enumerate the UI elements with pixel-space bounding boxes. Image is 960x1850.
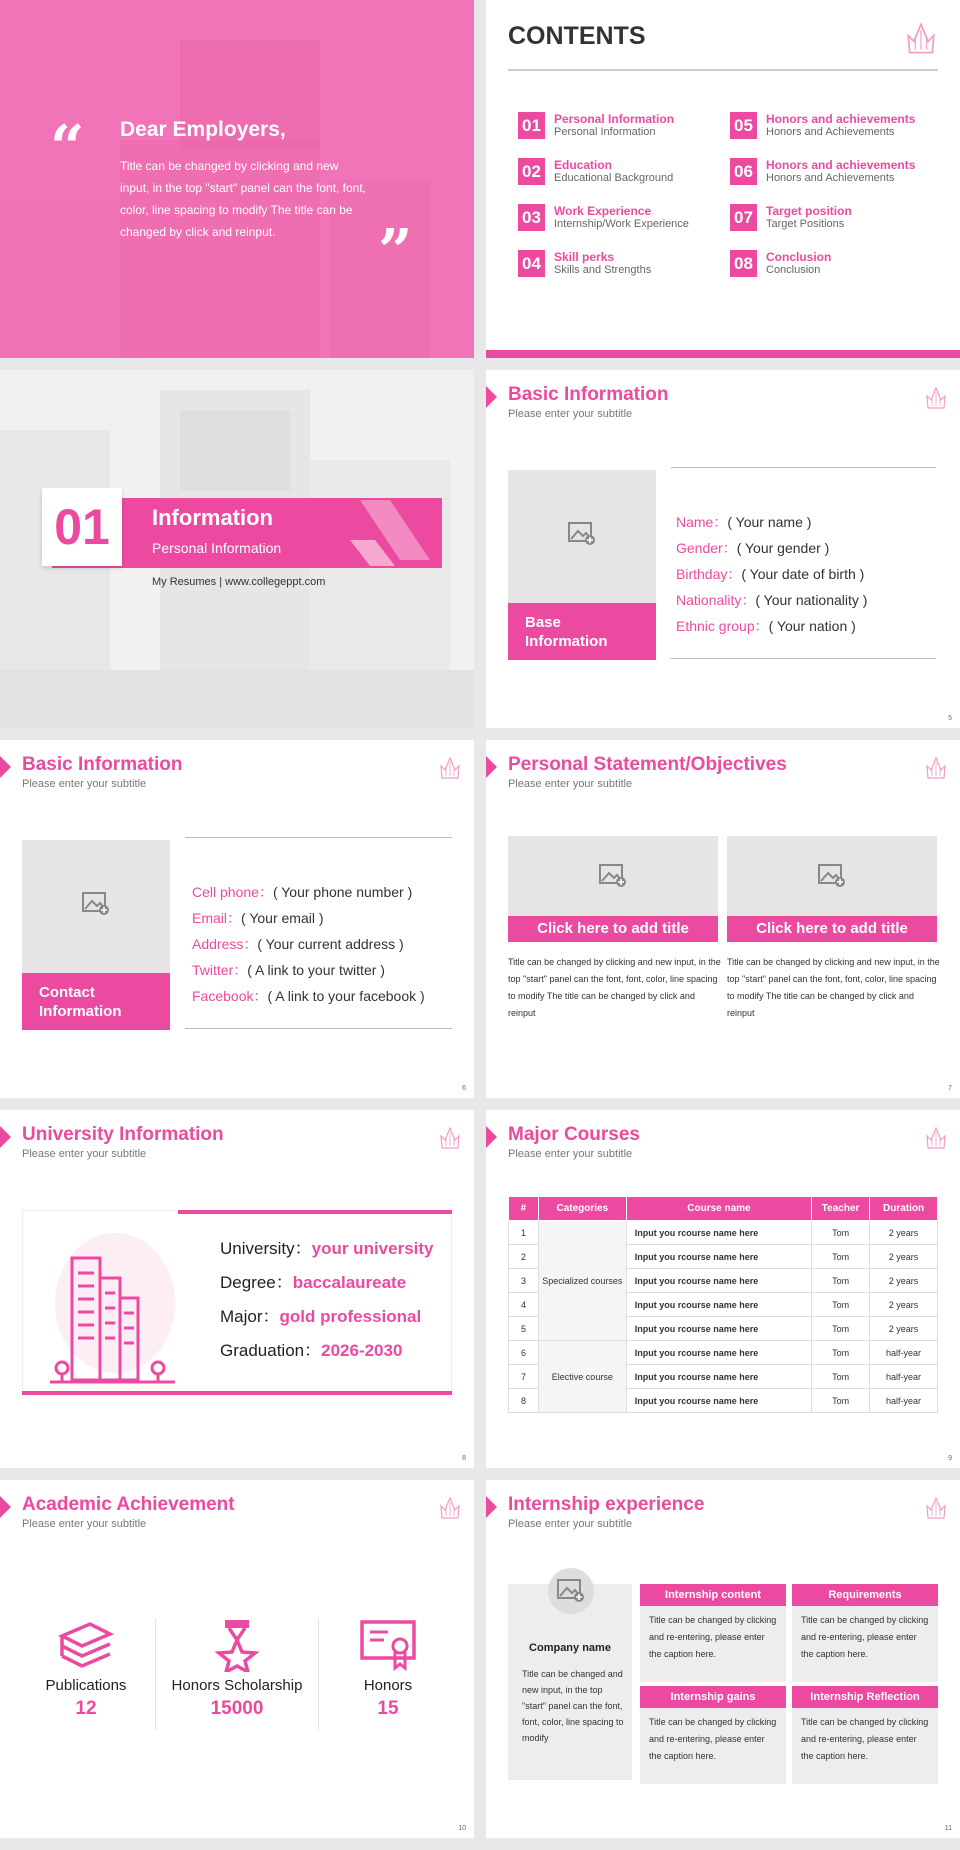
requirements-title: Requirements bbox=[792, 1584, 938, 1606]
contents-number: 06 bbox=[730, 158, 757, 185]
univ-key: Graduation： bbox=[220, 1341, 322, 1360]
page-number: 6 bbox=[462, 1085, 466, 1092]
info-value: ( A link to your twitter ) bbox=[247, 962, 385, 978]
greeting-title: Dear Employers, bbox=[120, 118, 286, 141]
row-number: 7 bbox=[509, 1365, 539, 1389]
internship-content-body: Title can be changed by clicking and re-entering, please enter the caption here. bbox=[640, 1606, 786, 1682]
contents-item-sub: Conclusion bbox=[766, 264, 821, 276]
teacher-cell: Tom bbox=[812, 1245, 870, 1269]
info-key: Ethnic group： bbox=[676, 618, 769, 634]
image-placeholder-icon bbox=[82, 892, 110, 916]
slide-subtitle: Please enter your subtitle bbox=[508, 1148, 633, 1160]
column-header: Teacher bbox=[812, 1197, 870, 1221]
info-row-name[interactable] bbox=[676, 512, 811, 532]
info-row-birthday[interactable] bbox=[676, 564, 864, 584]
internship-reflection-title: Internship Reflection bbox=[792, 1686, 938, 1708]
slide-section-01[interactable] bbox=[0, 370, 474, 728]
image-placeholder-icon bbox=[557, 1579, 585, 1603]
divider-top bbox=[671, 467, 936, 468]
contents-item-title: Skill perks bbox=[554, 250, 615, 264]
page-number: 10 bbox=[458, 1825, 466, 1832]
row-number: 6 bbox=[509, 1341, 539, 1365]
info-row-phone[interactable] bbox=[192, 882, 412, 902]
course-name: Input you rcourse name here bbox=[626, 1269, 811, 1293]
teacher-cell: Tom bbox=[812, 1221, 870, 1245]
contents-number: 01 bbox=[518, 112, 545, 139]
stripe-decoration bbox=[350, 500, 440, 566]
internship-reflection-body: Title can be changed by clicking and re-entering, please enter the caption here. bbox=[792, 1708, 938, 1784]
section-subtitle: Personal Information bbox=[152, 540, 282, 556]
contents-number: 08 bbox=[730, 250, 757, 277]
row-number: 4 bbox=[509, 1293, 539, 1317]
contents-divider bbox=[508, 69, 938, 71]
achievement-label: Honors Scholarship bbox=[171, 1677, 303, 1694]
frame-top-bar bbox=[178, 1210, 452, 1214]
header-arrow-icon bbox=[486, 1126, 497, 1148]
teacher-cell: Tom bbox=[812, 1365, 870, 1389]
crown-logo-icon bbox=[924, 754, 948, 780]
header-arrow-icon bbox=[486, 386, 497, 408]
card-image-placeholder[interactable] bbox=[727, 836, 937, 916]
info-key: Email： bbox=[192, 910, 242, 926]
page-number: 11 bbox=[944, 1825, 952, 1832]
info-row-address[interactable] bbox=[192, 934, 404, 954]
info-key: Gender： bbox=[676, 540, 737, 556]
info-value: ( Your name ) bbox=[727, 514, 812, 530]
slide-subtitle: Please enter your subtitle bbox=[22, 778, 147, 790]
section-number: 01 bbox=[42, 488, 122, 566]
page-number: 5 bbox=[948, 715, 952, 722]
section-credit: My Resumes | www.collegeppt.com bbox=[152, 576, 326, 588]
course-name: Input you rcourse name here bbox=[626, 1221, 811, 1245]
courses-table bbox=[508, 1196, 938, 1413]
info-key: Address： bbox=[192, 936, 258, 952]
achievement-label: Honors bbox=[363, 1677, 413, 1694]
achievement-label: Publications bbox=[45, 1677, 127, 1694]
section-title: Information bbox=[152, 505, 273, 530]
row-number: 1 bbox=[509, 1221, 539, 1245]
slide-title: Internship experience bbox=[508, 1494, 705, 1515]
info-key: Name： bbox=[676, 514, 728, 530]
internship-gains-title: Internship gains bbox=[640, 1686, 786, 1708]
contents-number: 05 bbox=[730, 112, 757, 139]
slide-contents[interactable] bbox=[486, 0, 960, 358]
contents-item-sub: Internship/Work Experience bbox=[554, 218, 689, 230]
contents-item-title: Target position bbox=[766, 204, 852, 218]
slide-subtitle: Please enter your subtitle bbox=[22, 1518, 147, 1530]
category-cell: Specialized courses bbox=[538, 1221, 626, 1341]
info-value: ( Your nationality ) bbox=[755, 592, 868, 608]
duration-cell: 2 years bbox=[870, 1221, 938, 1245]
contents-title: CONTENTS bbox=[508, 22, 646, 50]
card-text: Title can be changed by clicking and new input, in the top "start" panel can the font, font, color, line spacing to modify The title can be changed by click and reinput bbox=[727, 957, 940, 1018]
crown-logo-icon bbox=[904, 18, 938, 56]
row-number: 2 bbox=[509, 1245, 539, 1269]
open-quote-icon: “ bbox=[50, 113, 85, 183]
contents-item-title: Honors and achievements bbox=[766, 112, 916, 126]
category-cell: Elective course bbox=[538, 1341, 626, 1413]
header-arrow-icon bbox=[0, 1496, 11, 1518]
frame-bottom-bar bbox=[22, 1391, 452, 1395]
univ-row-degree bbox=[220, 1268, 406, 1293]
contents-item-title: Honors and achievements bbox=[766, 158, 916, 172]
duration-cell: 2 years bbox=[870, 1245, 938, 1269]
info-value: ( Your phone number ) bbox=[272, 884, 413, 900]
slide-basic-information[interactable] bbox=[486, 370, 960, 728]
info-row-email[interactable] bbox=[192, 908, 324, 928]
slide-personal-statement[interactable] bbox=[486, 740, 960, 1098]
duration-cell: 2 years bbox=[870, 1317, 938, 1341]
slide-academic-achievement[interactable] bbox=[0, 1480, 474, 1838]
row-number: 3 bbox=[509, 1269, 539, 1293]
info-value: ( Your nation ) bbox=[768, 618, 856, 634]
info-key: Cell phone： bbox=[192, 884, 273, 900]
slide-dear-employers[interactable] bbox=[0, 0, 474, 358]
contents-item-sub: Honors and Achievements bbox=[766, 172, 895, 184]
header-arrow-icon bbox=[486, 1496, 497, 1518]
slide-internship-experience[interactable] bbox=[486, 1480, 960, 1838]
contents-item-title: Personal Information bbox=[554, 112, 675, 126]
info-row-twitter[interactable] bbox=[192, 960, 385, 980]
duration-cell: 2 years bbox=[870, 1293, 938, 1317]
course-name: Input you rcourse name here bbox=[626, 1389, 811, 1413]
table-row[interactable] bbox=[509, 1221, 938, 1245]
medal-icon bbox=[207, 1618, 267, 1672]
requirements-body: Title can be changed by clicking and re-entering, please enter the caption here. bbox=[792, 1606, 938, 1682]
info-value: ( Your gender ) bbox=[736, 540, 830, 556]
duration-cell: half-year bbox=[870, 1365, 938, 1389]
page-number: 9 bbox=[948, 1455, 952, 1462]
books-icon bbox=[56, 1618, 116, 1672]
card-title-button[interactable]: Click here to add title bbox=[508, 916, 718, 942]
box-label-line2: Information bbox=[39, 1003, 122, 1020]
univ-value: gold professional bbox=[279, 1307, 422, 1326]
building-icon bbox=[50, 1228, 180, 1390]
slide-title: Major Courses bbox=[508, 1124, 640, 1145]
univ-row-major bbox=[220, 1302, 421, 1327]
card-image-placeholder[interactable] bbox=[508, 836, 718, 916]
contents-number: 02 bbox=[518, 158, 545, 185]
company-description: Title can be changed and new input, in the top "start" panel can the font, font, color, line spacing to modify bbox=[522, 1669, 624, 1743]
contents-item-title: Conclusion bbox=[766, 250, 832, 264]
course-name: Input you rcourse name here bbox=[626, 1341, 811, 1365]
univ-row-graduation bbox=[220, 1336, 402, 1361]
page-number: 8 bbox=[462, 1455, 466, 1462]
internship-gains-body: Title can be changed by clicking and re-entering, please enter the caption here. bbox=[640, 1708, 786, 1784]
info-value: ( A link to your facebook ) bbox=[267, 988, 425, 1004]
column-header: Categories bbox=[538, 1197, 626, 1221]
divider-bottom bbox=[671, 658, 936, 659]
box-label bbox=[508, 603, 656, 660]
slide-subtitle: Please enter your subtitle bbox=[508, 778, 633, 790]
slide-contact-information[interactable] bbox=[0, 740, 474, 1098]
achievement-value: 12 bbox=[75, 1698, 97, 1719]
card-text: Title can be changed by clicking and new input, in the top "start" panel can the font, font, color, line spacing to modify The title can be changed by click and reinput bbox=[508, 957, 721, 1018]
achievement-value: 15 bbox=[377, 1698, 399, 1719]
course-name: Input you rcourse name here bbox=[626, 1317, 811, 1341]
info-key: Twitter： bbox=[192, 962, 248, 978]
table-header-row bbox=[509, 1197, 938, 1221]
box-label-line1: Contact bbox=[39, 984, 95, 1001]
box-label-line2: Information bbox=[525, 633, 608, 650]
slide-major-courses[interactable] bbox=[486, 1110, 960, 1468]
teacher-cell: Tom bbox=[812, 1293, 870, 1317]
contents-item-sub: Skills and Strengths bbox=[554, 264, 652, 276]
crown-logo-icon bbox=[924, 1124, 948, 1150]
contents-number: 03 bbox=[518, 204, 545, 231]
info-key: Nationality： bbox=[676, 592, 756, 608]
univ-key: Degree： bbox=[220, 1273, 293, 1292]
info-row-ethnic[interactable] bbox=[676, 616, 856, 636]
table-row[interactable] bbox=[509, 1341, 938, 1365]
company-logo-placeholder[interactable] bbox=[548, 1568, 594, 1614]
header-arrow-icon bbox=[486, 756, 497, 778]
internship-content-title: Internship content bbox=[640, 1584, 786, 1606]
univ-row-university bbox=[220, 1234, 434, 1259]
teacher-cell: Tom bbox=[812, 1269, 870, 1293]
slide-subtitle: Please enter your subtitle bbox=[22, 1148, 147, 1160]
univ-value: baccalaureate bbox=[292, 1273, 407, 1292]
univ-value: 2026-2030 bbox=[321, 1341, 403, 1360]
info-value: ( Your email ) bbox=[241, 910, 324, 926]
box-label bbox=[22, 973, 170, 1030]
contents-item-sub: Personal Information bbox=[554, 126, 656, 138]
greeting-body: Title can be changed by clicking and new input, in the top "start" panel can the font, font, color, line spacing to modify The title can be changed by click and reinput. bbox=[120, 159, 367, 239]
slide-university-information[interactable] bbox=[0, 1110, 474, 1468]
course-name: Input you rcourse name here bbox=[626, 1365, 811, 1389]
contents-number: 07 bbox=[730, 204, 757, 231]
info-key: Facebook： bbox=[192, 988, 268, 1004]
column-header: # bbox=[509, 1197, 539, 1221]
slide-title: Basic Information bbox=[508, 384, 669, 405]
achievement-scholarship bbox=[162, 1618, 312, 1720]
slide-subtitle: Please enter your subtitle bbox=[508, 408, 633, 420]
info-row-nationality[interactable] bbox=[676, 590, 867, 610]
slide-title: Basic Information bbox=[22, 754, 183, 775]
duration-cell: half-year bbox=[870, 1389, 938, 1413]
photo-placeholder[interactable] bbox=[22, 840, 170, 1030]
info-value: ( Your date of birth ) bbox=[741, 566, 865, 582]
row-number: 8 bbox=[509, 1389, 539, 1413]
info-row-facebook[interactable] bbox=[192, 986, 425, 1006]
row-number: 5 bbox=[509, 1317, 539, 1341]
close-quote-icon: ” bbox=[378, 217, 413, 287]
card-title-button[interactable]: Click here to add title bbox=[727, 916, 937, 942]
crown-logo-icon bbox=[438, 1124, 462, 1150]
info-key: Birthday： bbox=[676, 566, 742, 582]
slide-title: Academic Achievement bbox=[22, 1494, 235, 1515]
image-placeholder-icon bbox=[568, 522, 596, 546]
achievement-honors bbox=[313, 1618, 463, 1720]
contents-number: 04 bbox=[518, 250, 545, 277]
course-name: Input you rcourse name here bbox=[626, 1293, 811, 1317]
univ-value: your university bbox=[311, 1239, 434, 1258]
certificate-icon bbox=[358, 1618, 418, 1672]
contents-item-title: Work Experience bbox=[554, 204, 652, 218]
info-row-gender[interactable] bbox=[676, 538, 829, 558]
slide-subtitle: Please enter your subtitle bbox=[508, 1518, 633, 1530]
achievement-publications bbox=[11, 1618, 161, 1720]
box-label-line1: Base bbox=[525, 614, 561, 631]
crown-logo-icon bbox=[924, 1494, 948, 1520]
divider-top bbox=[185, 837, 452, 838]
info-value: ( Your current address ) bbox=[257, 936, 404, 952]
achievement-value: 15000 bbox=[210, 1698, 264, 1719]
univ-key: Major： bbox=[220, 1307, 280, 1326]
course-name: Input you rcourse name here bbox=[626, 1245, 811, 1269]
teacher-cell: Tom bbox=[812, 1389, 870, 1413]
header-arrow-icon bbox=[0, 1126, 11, 1148]
image-placeholder-icon bbox=[599, 864, 627, 888]
duration-cell: 2 years bbox=[870, 1269, 938, 1293]
contents-item-title: Education bbox=[554, 158, 613, 172]
page-number: 7 bbox=[948, 1085, 952, 1092]
crown-logo-icon bbox=[438, 754, 462, 780]
crown-logo-icon bbox=[924, 384, 948, 410]
company-name: Company name bbox=[529, 1642, 611, 1654]
teacher-cell: Tom bbox=[812, 1317, 870, 1341]
teacher-cell: Tom bbox=[812, 1341, 870, 1365]
photo-placeholder[interactable] bbox=[508, 470, 656, 660]
image-placeholder-icon bbox=[818, 864, 846, 888]
header-arrow-icon bbox=[0, 756, 11, 778]
contents-bottom-bar bbox=[486, 350, 960, 358]
contents-item-sub: Target Positions bbox=[766, 218, 845, 230]
contents-item-sub: Educational Background bbox=[554, 172, 674, 184]
univ-key: University： bbox=[220, 1239, 312, 1258]
divider-bottom bbox=[185, 1028, 452, 1029]
column-header: Course name bbox=[626, 1197, 811, 1221]
slide-title: Personal Statement/Objectives bbox=[508, 754, 787, 775]
crown-logo-icon bbox=[438, 1494, 462, 1520]
duration-cell: half-year bbox=[870, 1341, 938, 1365]
column-header: Duration bbox=[870, 1197, 938, 1221]
slide-title: University Information bbox=[22, 1124, 224, 1145]
contents-item-sub: Honors and Achievements bbox=[766, 126, 895, 138]
